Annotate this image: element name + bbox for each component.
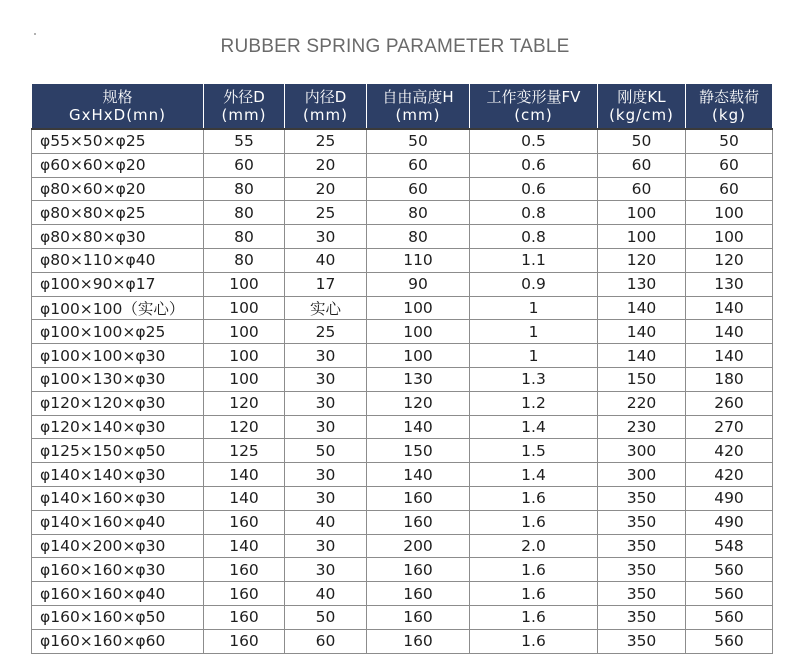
cell-spec: φ160×160×φ50 [32, 605, 204, 629]
table-row [32, 177, 773, 201]
cell-free-height: 120 [367, 391, 470, 415]
cell-free-height: 60 [367, 153, 470, 177]
cell-deformation: 1.4 [470, 463, 598, 487]
cell-spec: φ100×90×φ17 [32, 272, 204, 296]
cell-static-load: 60 [686, 177, 773, 201]
cell-deformation: 1.6 [470, 629, 598, 653]
cell-free-height: 110 [367, 248, 470, 272]
header-outer-diameter [204, 84, 285, 130]
cell-stiffness: 120 [598, 248, 686, 272]
cell-stiffness: 300 [598, 439, 686, 463]
header-inner-diameter [285, 84, 367, 130]
cell-outer-diameter: 160 [204, 510, 285, 534]
cell-static-load: 140 [686, 296, 773, 320]
header-outer-diameter-unit: (mm) [221, 106, 267, 124]
cell-static-load: 420 [686, 439, 773, 463]
cell-static-load: 100 [686, 201, 773, 225]
cell-spec: φ100×130×φ30 [32, 367, 204, 391]
cell-inner-diameter: 60 [285, 629, 367, 653]
table-row [32, 415, 773, 439]
cell-deformation: 0.9 [470, 272, 598, 296]
cell-spec: φ100×100×φ25 [32, 320, 204, 344]
cell-deformation: 0.5 [470, 129, 598, 153]
cell-deformation: 1.6 [470, 486, 598, 510]
cell-static-load: 120 [686, 248, 773, 272]
cell-stiffness: 140 [598, 296, 686, 320]
cell-outer-diameter: 100 [204, 320, 285, 344]
cell-outer-diameter: 80 [204, 248, 285, 272]
cell-stiffness: 100 [598, 201, 686, 225]
table-row [32, 153, 773, 177]
cell-outer-diameter: 140 [204, 534, 285, 558]
header-inner-diameter-label: 内径D [304, 88, 347, 106]
table-row [32, 582, 773, 606]
cell-free-height: 140 [367, 463, 470, 487]
cell-inner-diameter: 30 [285, 415, 367, 439]
cell-spec: φ160×160×φ30 [32, 558, 204, 582]
cell-spec: φ140×140×φ30 [32, 463, 204, 487]
header-deformation [470, 84, 598, 130]
cell-free-height: 100 [367, 344, 470, 368]
cell-stiffness: 50 [598, 129, 686, 153]
header-spec [32, 84, 204, 130]
cell-inner-diameter: 30 [285, 463, 367, 487]
cell-spec: φ80×60×φ20 [32, 177, 204, 201]
cell-deformation: 1.6 [470, 510, 598, 534]
cell-free-height: 160 [367, 629, 470, 653]
header-spec-label: 规格 [102, 88, 133, 106]
cell-outer-diameter: 140 [204, 463, 285, 487]
cell-free-height: 90 [367, 272, 470, 296]
cell-outer-diameter: 100 [204, 344, 285, 368]
cell-spec: φ80×80×φ30 [32, 225, 204, 249]
cell-deformation: 1 [470, 344, 598, 368]
cell-outer-diameter: 160 [204, 558, 285, 582]
cell-stiffness: 350 [598, 510, 686, 534]
cell-free-height: 60 [367, 177, 470, 201]
cell-static-load: 50 [686, 129, 773, 153]
cell-free-height: 140 [367, 415, 470, 439]
cell-inner-diameter: 25 [285, 320, 367, 344]
cell-free-height: 160 [367, 605, 470, 629]
cell-stiffness: 60 [598, 153, 686, 177]
cell-static-load: 420 [686, 463, 773, 487]
table-row [32, 296, 773, 320]
table-header [32, 84, 773, 130]
cell-inner-diameter: 40 [285, 510, 367, 534]
cell-inner-diameter: 25 [285, 201, 367, 225]
cell-inner-diameter: 30 [285, 367, 367, 391]
header-deformation-unit: (cm) [514, 106, 553, 124]
cell-spec: φ55×50×φ25 [32, 129, 204, 153]
table-row [32, 320, 773, 344]
cell-inner-diameter: 30 [285, 558, 367, 582]
table-row [32, 510, 773, 534]
table-row [32, 391, 773, 415]
table-body [32, 129, 773, 653]
header-stiffness [598, 84, 686, 130]
cell-deformation: 1.6 [470, 605, 598, 629]
table-row [32, 463, 773, 487]
cell-free-height: 100 [367, 296, 470, 320]
cell-spec: φ125×150×φ50 [32, 439, 204, 463]
cell-inner-diameter: 30 [285, 486, 367, 510]
cell-inner-diameter: 25 [285, 129, 367, 153]
cell-stiffness: 100 [598, 225, 686, 249]
cell-outer-diameter: 100 [204, 272, 285, 296]
cell-stiffness: 230 [598, 415, 686, 439]
cell-inner-diameter: 40 [285, 582, 367, 606]
cell-outer-diameter: 80 [204, 225, 285, 249]
table-row [32, 201, 773, 225]
cell-stiffness: 350 [598, 582, 686, 606]
cell-spec: φ120×120×φ30 [32, 391, 204, 415]
cell-outer-diameter: 160 [204, 605, 285, 629]
cell-outer-diameter: 55 [204, 129, 285, 153]
header-free-height-label: 自由高度H [382, 88, 454, 106]
cell-static-load: 140 [686, 320, 773, 344]
parameter-table [31, 83, 773, 654]
header-spec-unit: GxHxD(mn) [68, 106, 167, 124]
table-row [32, 367, 773, 391]
header-free-height [367, 84, 470, 130]
cell-free-height: 150 [367, 439, 470, 463]
cell-deformation: 1.2 [470, 391, 598, 415]
header-row [32, 84, 773, 130]
header-deformation-label: 工作变形量FV [486, 88, 581, 106]
cell-deformation: 0.6 [470, 153, 598, 177]
cell-deformation: 0.8 [470, 225, 598, 249]
cell-inner-diameter: 20 [285, 177, 367, 201]
table-row [32, 272, 773, 296]
table-row [32, 225, 773, 249]
cell-outer-diameter: 60 [204, 153, 285, 177]
cell-static-load: 130 [686, 272, 773, 296]
table-row [32, 344, 773, 368]
cell-deformation: 0.8 [470, 201, 598, 225]
cell-stiffness: 130 [598, 272, 686, 296]
header-free-height-unit: (mm) [395, 106, 441, 124]
cell-free-height: 160 [367, 486, 470, 510]
cell-outer-diameter: 160 [204, 582, 285, 606]
cell-outer-diameter: 140 [204, 486, 285, 510]
cell-deformation: 0.6 [470, 177, 598, 201]
cell-spec: φ60×60×φ20 [32, 153, 204, 177]
cell-spec: φ160×160×φ40 [32, 582, 204, 606]
cell-spec: φ100×100（实心） [32, 296, 204, 320]
cell-spec: φ140×160×φ30 [32, 486, 204, 510]
decorative-dot [34, 33, 36, 35]
cell-static-load: 490 [686, 510, 773, 534]
table-row [32, 248, 773, 272]
cell-inner-diameter: 实心 [285, 296, 367, 320]
cell-free-height: 160 [367, 510, 470, 534]
cell-spec: φ100×100×φ30 [32, 344, 204, 368]
header-static-load-unit: (kg) [712, 106, 746, 124]
cell-stiffness: 300 [598, 463, 686, 487]
cell-free-height: 160 [367, 582, 470, 606]
page-title: RUBBER SPRING PARAMETER TABLE [220, 36, 570, 57]
cell-static-load: 140 [686, 344, 773, 368]
header-stiffness-unit: (kg/cm) [609, 106, 674, 124]
cell-outer-diameter: 120 [204, 415, 285, 439]
cell-stiffness: 220 [598, 391, 686, 415]
cell-static-load: 260 [686, 391, 773, 415]
cell-outer-diameter: 80 [204, 201, 285, 225]
cell-free-height: 130 [367, 367, 470, 391]
header-static-load-label: 静态载荷 [698, 88, 759, 106]
cell-outer-diameter: 160 [204, 629, 285, 653]
cell-deformation: 1 [470, 296, 598, 320]
cell-stiffness: 350 [598, 629, 686, 653]
cell-static-load: 560 [686, 582, 773, 606]
cell-inner-diameter: 50 [285, 605, 367, 629]
cell-static-load: 560 [686, 605, 773, 629]
cell-static-load: 270 [686, 415, 773, 439]
cell-free-height: 80 [367, 225, 470, 249]
table-row [32, 605, 773, 629]
cell-stiffness: 140 [598, 320, 686, 344]
cell-spec: φ140×160×φ40 [32, 510, 204, 534]
table-row [32, 558, 773, 582]
cell-deformation: 1.1 [470, 248, 598, 272]
cell-free-height: 100 [367, 320, 470, 344]
cell-deformation: 1.3 [470, 367, 598, 391]
cell-deformation: 2.0 [470, 534, 598, 558]
cell-deformation: 1.6 [470, 558, 598, 582]
table-row [32, 534, 773, 558]
cell-deformation: 1.6 [470, 582, 598, 606]
cell-outer-diameter: 80 [204, 177, 285, 201]
cell-inner-diameter: 30 [285, 225, 367, 249]
table-row [32, 629, 773, 653]
cell-static-load: 60 [686, 153, 773, 177]
cell-inner-diameter: 30 [285, 534, 367, 558]
cell-spec: φ140×200×φ30 [32, 534, 204, 558]
table-row [32, 129, 773, 153]
cell-outer-diameter: 125 [204, 439, 285, 463]
cell-inner-diameter: 30 [285, 344, 367, 368]
cell-stiffness: 350 [598, 605, 686, 629]
cell-inner-diameter: 40 [285, 248, 367, 272]
cell-static-load: 560 [686, 629, 773, 653]
cell-free-height: 160 [367, 558, 470, 582]
cell-deformation: 1 [470, 320, 598, 344]
cell-spec: φ80×80×φ25 [32, 201, 204, 225]
cell-free-height: 50 [367, 129, 470, 153]
cell-deformation: 1.4 [470, 415, 598, 439]
cell-stiffness: 150 [598, 367, 686, 391]
cell-stiffness: 350 [598, 534, 686, 558]
table-row [32, 439, 773, 463]
cell-stiffness: 140 [598, 344, 686, 368]
cell-deformation: 1.5 [470, 439, 598, 463]
cell-inner-diameter: 30 [285, 391, 367, 415]
cell-inner-diameter: 50 [285, 439, 367, 463]
cell-stiffness: 60 [598, 177, 686, 201]
cell-spec: φ80×110×φ40 [32, 248, 204, 272]
cell-free-height: 80 [367, 201, 470, 225]
cell-static-load: 548 [686, 534, 773, 558]
cell-spec: φ120×140×φ30 [32, 415, 204, 439]
cell-outer-diameter: 100 [204, 367, 285, 391]
cell-static-load: 490 [686, 486, 773, 510]
cell-outer-diameter: 100 [204, 296, 285, 320]
cell-static-load: 100 [686, 225, 773, 249]
cell-inner-diameter: 17 [285, 272, 367, 296]
header-outer-diameter-label: 外径D [223, 88, 265, 106]
cell-free-height: 200 [367, 534, 470, 558]
cell-static-load: 560 [686, 558, 773, 582]
header-inner-diameter-unit: (mm) [303, 106, 348, 124]
cell-static-load: 180 [686, 367, 773, 391]
cell-spec: φ160×160×φ60 [32, 629, 204, 653]
header-static-load [686, 84, 773, 130]
table-row [32, 486, 773, 510]
cell-stiffness: 350 [598, 558, 686, 582]
header-stiffness-label: 刚度KL [617, 88, 666, 106]
cell-outer-diameter: 120 [204, 391, 285, 415]
cell-stiffness: 350 [598, 486, 686, 510]
cell-inner-diameter: 20 [285, 153, 367, 177]
